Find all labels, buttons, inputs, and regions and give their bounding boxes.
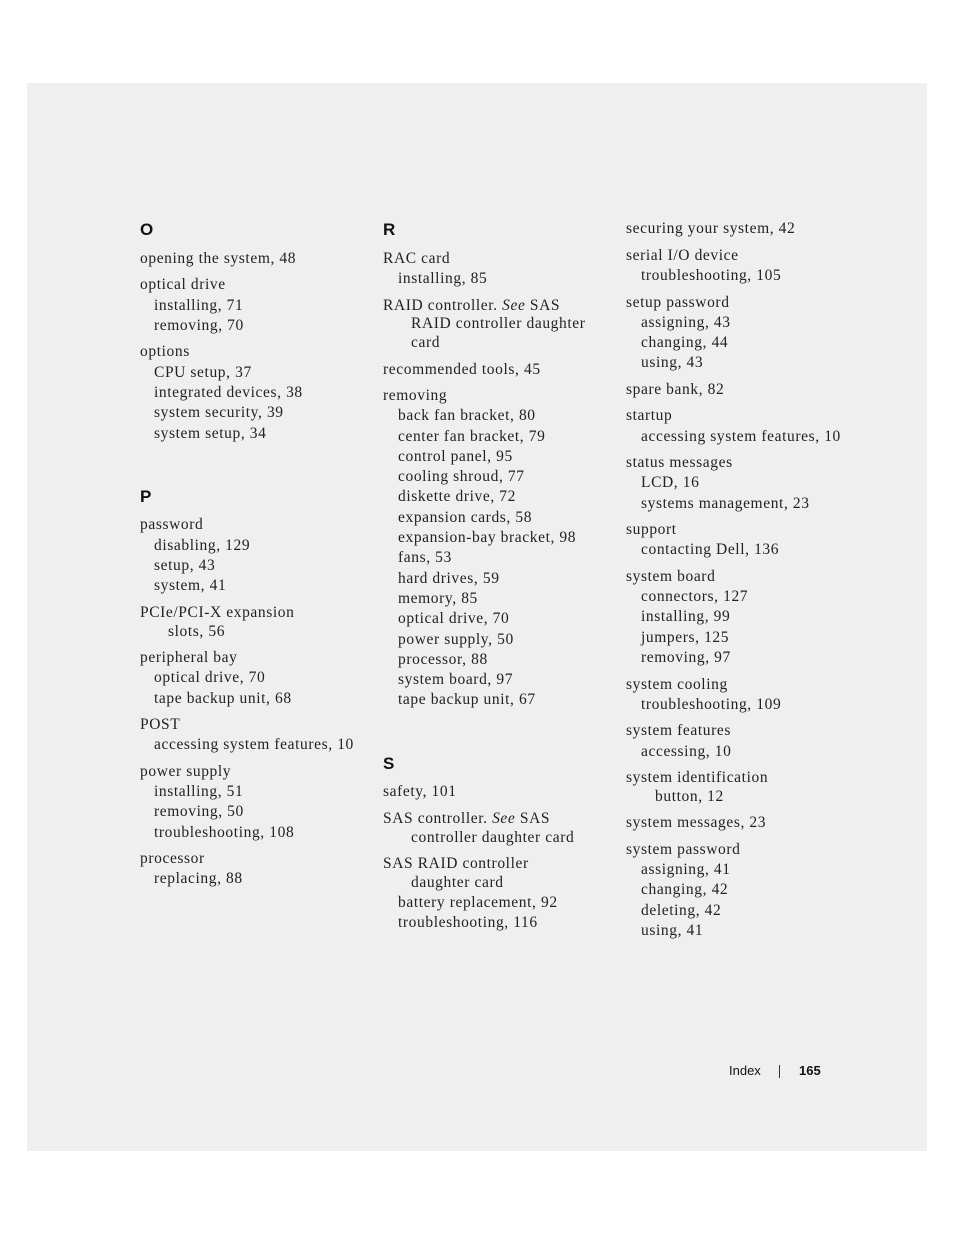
- index-entry: processor: [140, 850, 205, 867]
- index-subentry: assigning, 41: [641, 861, 731, 878]
- index-subentry: accessing, 10: [641, 743, 732, 760]
- index-subentry: optical drive, 70: [398, 610, 510, 627]
- index-entry: system cooling: [626, 676, 728, 693]
- index-entry: system password: [626, 841, 741, 858]
- index-entry-continuation: card: [411, 334, 441, 351]
- index-entry-cross-reference: [383, 297, 560, 315]
- index-subentry: replacing, 88: [154, 870, 243, 887]
- index-subentry: installing, 71: [154, 297, 244, 314]
- index-entry: SAS RAID controller: [383, 855, 529, 872]
- index-subentry: troubleshooting, 108: [154, 824, 295, 841]
- index-entry: system identification: [626, 769, 769, 786]
- section-letter-r: R: [383, 220, 396, 239]
- footer-separator: [779, 1065, 780, 1078]
- index-entry: password: [140, 516, 204, 533]
- index-subentry: expansion cards, 58: [398, 509, 533, 526]
- index-entry: optical drive: [140, 276, 226, 293]
- index-subentry: removing, 50: [154, 803, 244, 820]
- see-reference: See: [502, 297, 526, 314]
- section-letter-p: P: [140, 487, 152, 506]
- index-subentry: tape backup unit, 68: [154, 690, 292, 707]
- index-subentry: jumpers, 125: [641, 629, 730, 646]
- index-subentry: memory, 85: [398, 590, 478, 607]
- index-subentry: tape backup unit, 67: [398, 691, 536, 708]
- section-letter-s: S: [383, 754, 395, 773]
- index-subentry: battery replacement, 92: [398, 894, 558, 911]
- index-entry-continuation: RAID controller daughter: [411, 315, 586, 332]
- index-subentry: LCD, 16: [641, 474, 700, 491]
- index-subentry: center fan bracket, 79: [398, 428, 546, 445]
- index-entry-cross-reference: [383, 810, 550, 828]
- index-subentry: connectors, 127: [641, 588, 749, 605]
- index-subentry: system, 41: [154, 577, 227, 594]
- entry-text: SAS: [515, 810, 551, 827]
- index-entry: status messages: [626, 454, 733, 471]
- index-entry: system board: [626, 568, 716, 585]
- index-subentry: installing, 85: [398, 270, 488, 287]
- index-subentry: using, 41: [641, 922, 704, 939]
- index-subentry: accessing system features, 10: [641, 428, 841, 445]
- index-subentry: optical drive, 70: [154, 669, 266, 686]
- index-subentry: integrated devices, 38: [154, 384, 303, 401]
- entry-text: SAS controller.: [383, 810, 493, 827]
- index-subentry: diskette drive, 72: [398, 488, 516, 505]
- index-subentry: back fan bracket, 80: [398, 407, 536, 424]
- index-subentry: systems management, 23: [641, 495, 810, 512]
- index-subentry: system board, 97: [398, 671, 514, 688]
- index-entry-continuation: slots, 56: [168, 623, 226, 640]
- index-subentry: hard drives, 59: [398, 570, 500, 587]
- index-subentry: power supply, 50: [398, 631, 514, 648]
- index-subentry: contacting Dell, 136: [641, 541, 780, 558]
- index-subentry: using, 43: [641, 354, 704, 371]
- index-entry: power supply: [140, 763, 232, 780]
- index-subentry: changing, 42: [641, 881, 729, 898]
- index-entry: POST: [140, 716, 181, 733]
- index-entry-continuation: daughter card: [411, 874, 504, 891]
- index-entry: peripheral bay: [140, 649, 238, 666]
- index-subentry: troubleshooting, 116: [398, 914, 538, 931]
- index-entry: safety, 101: [383, 783, 457, 800]
- index-entry: startup: [626, 407, 673, 424]
- index-subentry: installing, 99: [641, 608, 731, 625]
- index-subentry: removing, 70: [154, 317, 244, 334]
- index-subentry: system security, 39: [154, 404, 284, 421]
- index-subentry: setup, 43: [154, 557, 216, 574]
- entry-text: RAID controller.: [383, 297, 503, 314]
- index-subentry: troubleshooting, 109: [641, 696, 782, 713]
- index-subentry: fans, 53: [398, 549, 452, 566]
- footer-section-label: Index: [729, 1063, 761, 1078]
- index-subentry: expansion-bay bracket, 98: [398, 529, 577, 546]
- index-subentry: cooling shroud, 77: [398, 468, 525, 485]
- index-entry: options: [140, 343, 190, 360]
- page-number: 165: [799, 1063, 821, 1078]
- index-subentry: installing, 51: [154, 783, 244, 800]
- index-subentry: CPU setup, 37: [154, 364, 252, 381]
- index-entry: spare bank, 82: [626, 381, 725, 398]
- section-letter-o: O: [140, 220, 154, 239]
- index-subentry: changing, 44: [641, 334, 729, 351]
- index-entry: removing: [383, 387, 448, 404]
- index-entry-continuation: button, 12: [655, 788, 724, 805]
- index-subentry: troubleshooting, 105: [641, 267, 782, 284]
- index-entry: securing your system, 42: [626, 220, 796, 237]
- index-entry: PCIe/PCI-X expansion: [140, 604, 295, 621]
- index-subentry: system setup, 34: [154, 425, 267, 442]
- index-entry: opening the system, 48: [140, 250, 297, 267]
- index-entry: setup password: [626, 294, 730, 311]
- index-entry: RAC card: [383, 250, 451, 267]
- index-subentry: control panel, 95: [398, 448, 513, 465]
- index-subentry: deleting, 42: [641, 902, 722, 919]
- entry-text: SAS: [525, 297, 561, 314]
- see-reference: See: [492, 810, 516, 827]
- index-entry: serial I/O device: [626, 247, 739, 264]
- index-entry: system messages, 23: [626, 814, 767, 831]
- index-subentry: processor, 88: [398, 651, 488, 668]
- index-subentry: accessing system features, 10: [154, 736, 354, 753]
- index-subentry: assigning, 43: [641, 314, 731, 331]
- index-subentry: removing, 97: [641, 649, 731, 666]
- index-subentry: disabling, 129: [154, 537, 251, 554]
- index-entry: support: [626, 521, 677, 538]
- index-entry: recommended tools, 45: [383, 361, 541, 378]
- index-entry-continuation: controller daughter card: [411, 829, 575, 846]
- index-entry: system features: [626, 722, 731, 739]
